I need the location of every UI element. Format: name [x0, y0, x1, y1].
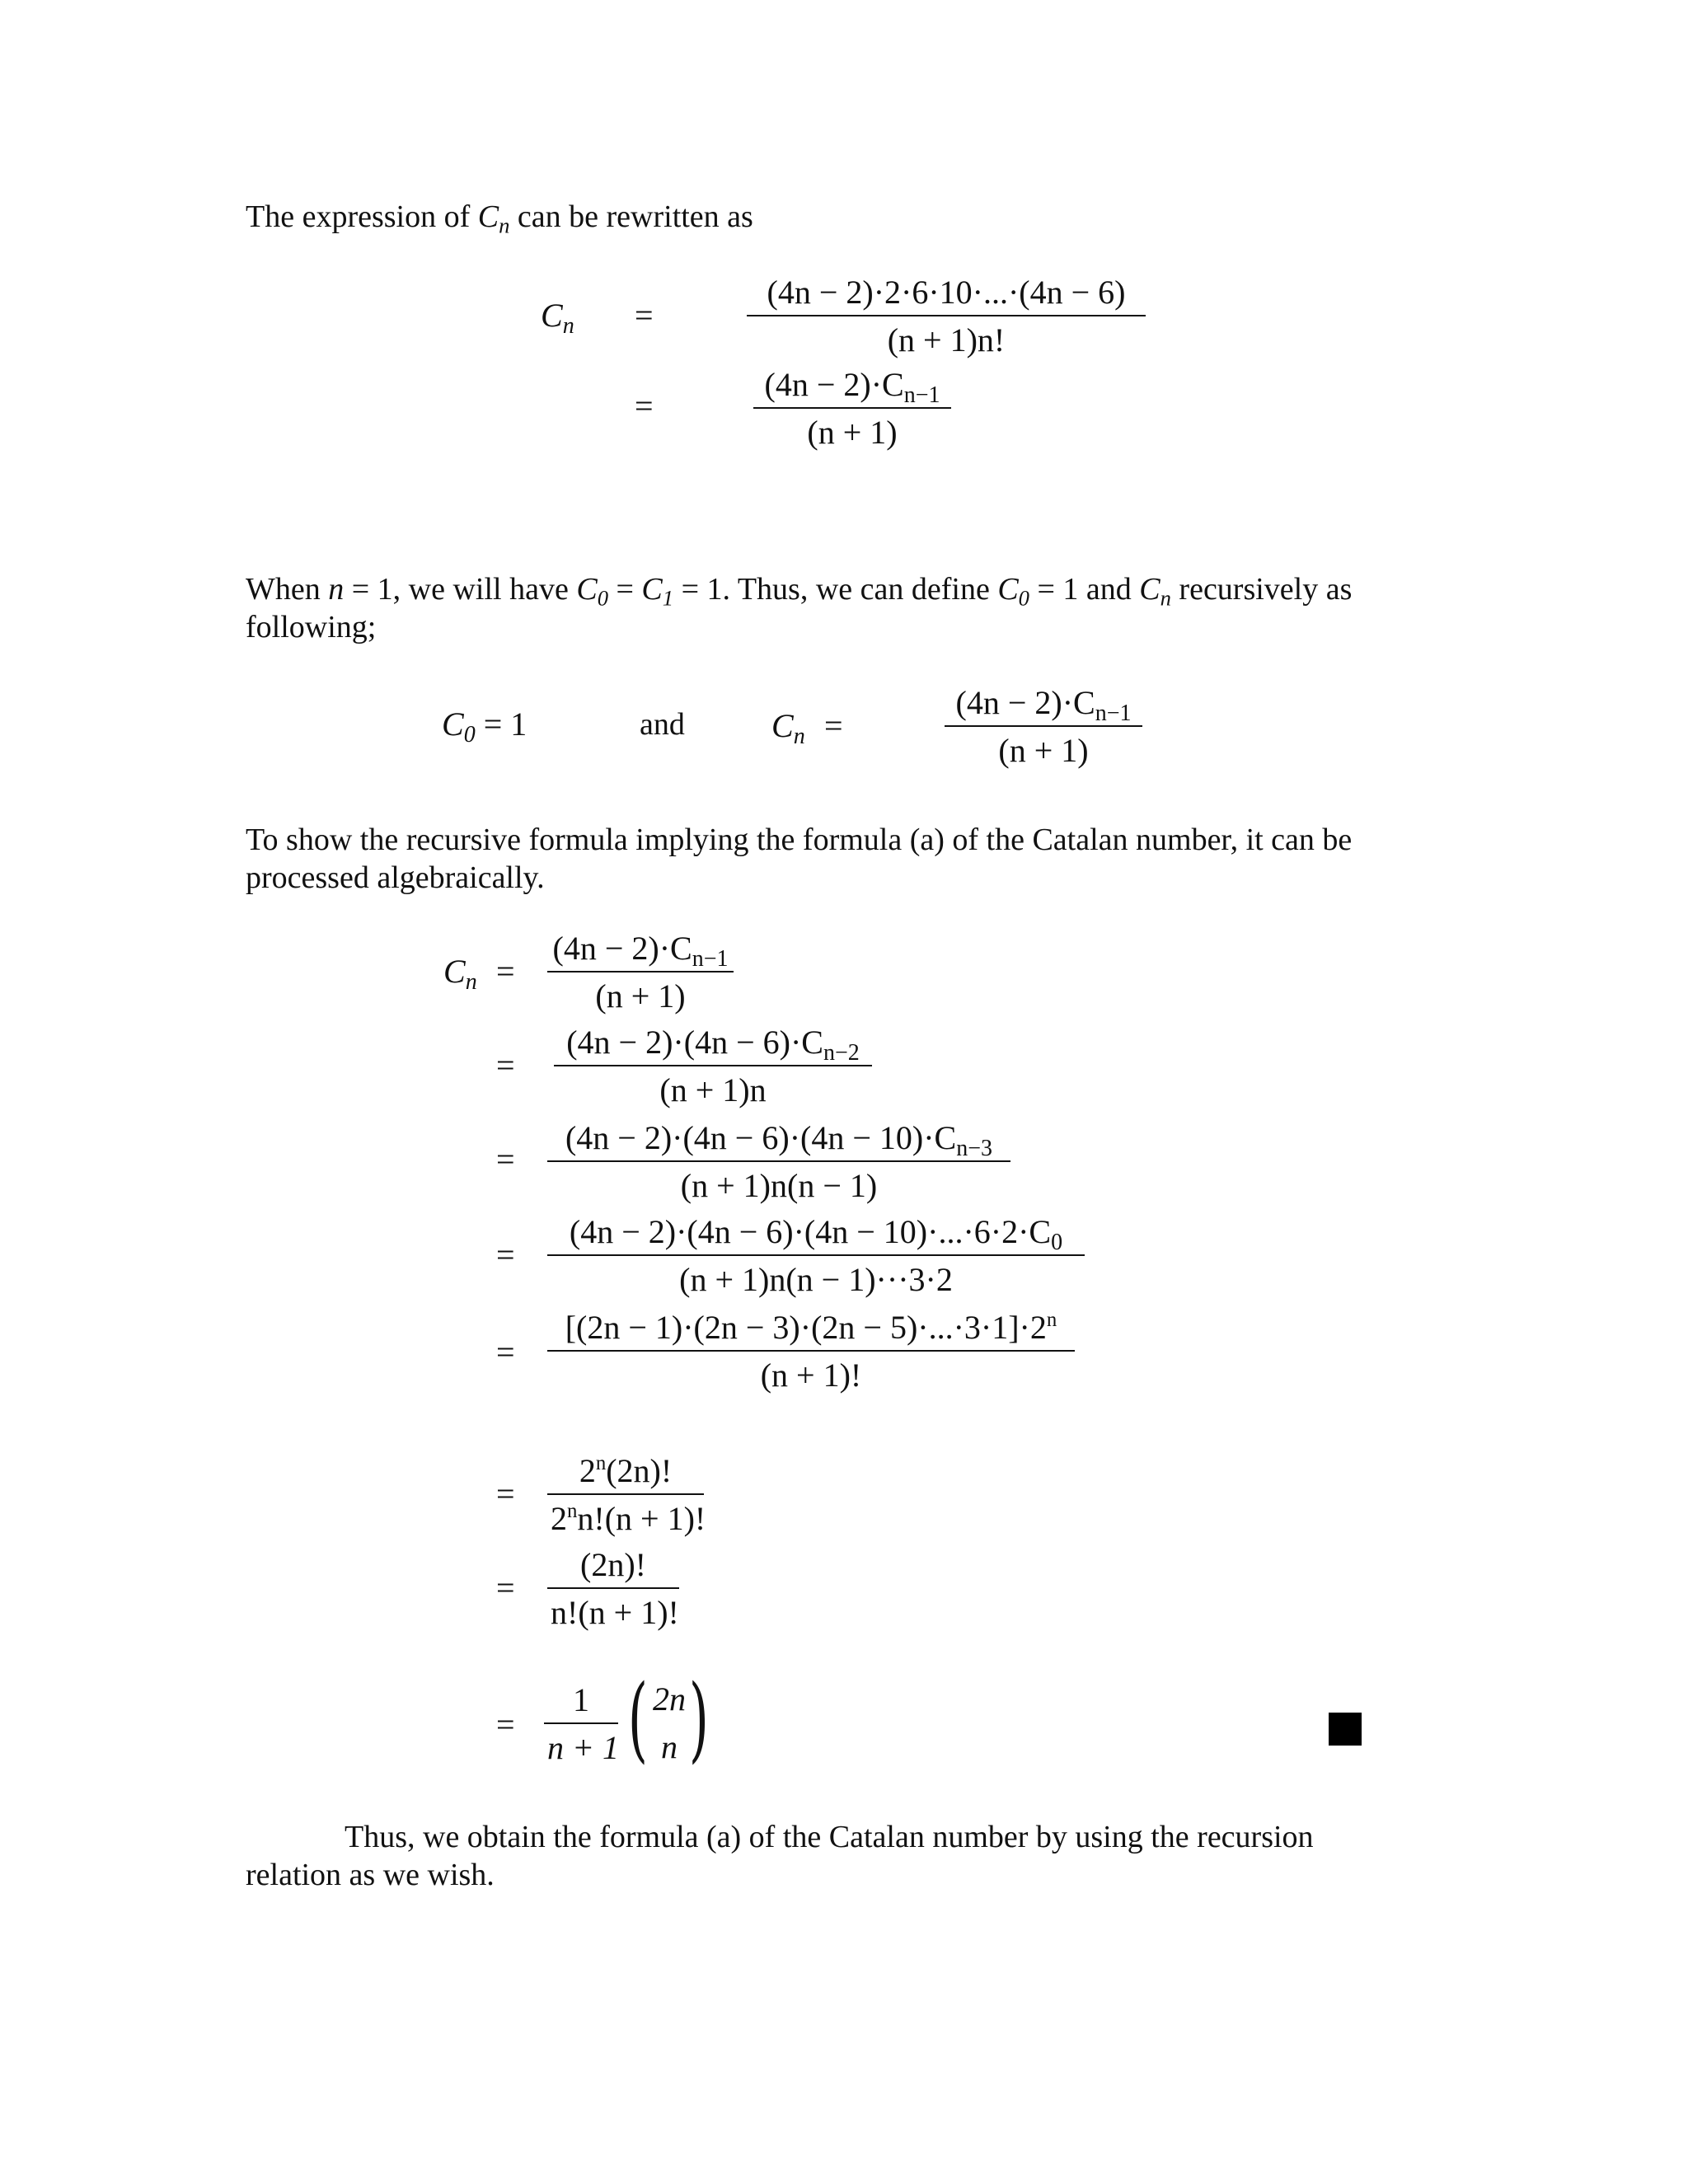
- derivation-paragraph: To show the recursive formula implying the formula (a) of the Catalan number, it can be processed algebraically.: [246, 823, 1353, 895]
- right-paren: ): [688, 1666, 709, 1773]
- fraction-denominator: (n + 1): [998, 732, 1089, 769]
- numerator-subscript: n−1: [1095, 700, 1132, 726]
- base-case: [442, 705, 528, 748]
- c-subscript: n: [793, 723, 805, 749]
- intro-paragraph: [246, 198, 1449, 236]
- numerator-text: (4n − 2)·C: [764, 366, 904, 403]
- fraction: [544, 1680, 618, 1769]
- numerator-subscript: 0: [1051, 1229, 1063, 1255]
- fraction-denominator: (n + 1): [807, 414, 898, 451]
- c-subscript: n: [1160, 585, 1171, 611]
- fraction: [945, 682, 1142, 771]
- recursive-lhs: [771, 707, 805, 749]
- qed-square-icon: [1329, 1713, 1362, 1746]
- fraction: [547, 1307, 1075, 1396]
- numerator-text: [(2n − 1)·(2n − 3)·(2n − 5)·...·3·1]·2: [565, 1309, 1047, 1346]
- fraction-denominator: (n + 1)n!: [887, 321, 1006, 359]
- fraction-numerator: (4n − 2)·2·6·10·...·(4n − 6): [747, 272, 1146, 316]
- numerator-text: 2: [579, 1452, 596, 1489]
- fraction: [547, 1118, 1010, 1207]
- equals-sign: =: [496, 1141, 515, 1178]
- equals-sign: =: [824, 707, 843, 744]
- numerator-text: (4n − 2)·C: [552, 930, 692, 967]
- binomial-bottom: n: [661, 1728, 678, 1765]
- fraction-numerator: [945, 682, 1142, 727]
- numerator-subscript: n−2: [823, 1039, 860, 1066]
- intro-text-post: can be rewritten as: [509, 199, 753, 234]
- numerator-subscript: n−1: [903, 382, 940, 408]
- fraction-numerator: [753, 364, 951, 409]
- c-symbol: C: [641, 572, 663, 607]
- fraction: [753, 364, 951, 453]
- fraction-numerator: 1: [544, 1680, 618, 1724]
- text: recursively as following;: [246, 572, 1353, 644]
- numerator-superscript: n: [595, 1452, 607, 1475]
- left-paren: (: [627, 1666, 648, 1773]
- equals-sign: =: [496, 1475, 515, 1512]
- fraction-numerator: [554, 1022, 872, 1066]
- c-symbol: C: [771, 707, 794, 744]
- numerator-superscript: n: [1046, 1309, 1057, 1332]
- denominator-text: 2: [551, 1500, 567, 1537]
- fraction-numerator: [547, 1118, 1010, 1162]
- lhs-subscript: n: [465, 968, 477, 995]
- fraction-numerator: [547, 1451, 704, 1495]
- fraction-denominator: n!(n + 1)!: [551, 1594, 679, 1631]
- conclusion-line-1: Thus, we obtain the formula (a) of the Catalan number by using the recursion: [345, 1820, 1314, 1854]
- lhs-symbol: C: [541, 297, 563, 334]
- fraction-denominator: (n + 1)n(n − 1): [680, 1167, 878, 1204]
- equals-sign: =: [496, 1569, 515, 1606]
- fraction-denominator: (n + 1): [595, 977, 686, 1015]
- numerator-text: (4n − 2)·(4n − 6)·(4n − 10)·...·6·2·C: [569, 1213, 1052, 1250]
- fraction: [554, 1022, 872, 1111]
- c-symbol: C: [576, 572, 598, 607]
- denominator-text: n!(n + 1)!: [577, 1500, 706, 1537]
- numerator-text: (2n)!: [606, 1452, 673, 1489]
- fraction-denominator: (n + 1)n(n − 1)···3·2: [679, 1261, 953, 1298]
- definition-paragraph: [246, 570, 1449, 646]
- fraction: [547, 1451, 704, 1540]
- text: = 1, we will have: [344, 572, 577, 607]
- c-symbol: C: [477, 199, 499, 234]
- equals-sign: =: [635, 297, 654, 334]
- lhs-symbol: C: [443, 953, 466, 990]
- equation-lhs: [541, 297, 574, 339]
- base-value: = 1: [475, 705, 528, 743]
- numerator-subscript: n−3: [956, 1135, 993, 1161]
- equals-sign: =: [496, 1236, 515, 1273]
- c-subscript: 0: [597, 585, 608, 611]
- equals-sign: =: [496, 1333, 515, 1371]
- fraction-numerator: [547, 1212, 1085, 1256]
- equals-sign: =: [496, 1047, 515, 1084]
- binomial-coefficient: [620, 1666, 710, 1773]
- text: = 1. Thus, we can define: [673, 572, 998, 607]
- lhs-subscript: n: [562, 312, 574, 339]
- and-word: and: [640, 707, 685, 742]
- denominator-superscript: n: [567, 1500, 578, 1523]
- fraction: [547, 928, 734, 1017]
- text: = 1 and: [1029, 572, 1140, 607]
- fraction-denominator: (n + 1)!: [760, 1357, 862, 1394]
- equals-sign: =: [496, 953, 515, 990]
- numerator-text: (4n − 2)·(4n − 6)·C: [566, 1024, 823, 1061]
- fraction-numerator: [547, 928, 734, 972]
- c-subscript: 0: [1018, 585, 1029, 611]
- numerator-text: (4n − 2)·(4n − 6)·(4n − 10)·C: [565, 1119, 957, 1156]
- numerator-text: (4n − 2)·C: [955, 684, 1095, 721]
- fraction: [547, 1544, 679, 1633]
- numerator-subscript: n−1: [692, 945, 729, 972]
- text: When: [246, 572, 329, 607]
- fraction-numerator: [547, 1307, 1075, 1352]
- binomial-top: 2n: [653, 1680, 686, 1718]
- fraction: [747, 272, 1146, 361]
- fraction-numerator: (2n)!: [547, 1544, 679, 1589]
- n-variable: n: [328, 572, 345, 607]
- fraction: [547, 1212, 1085, 1301]
- text: =: [607, 572, 642, 607]
- equals-sign: =: [496, 1706, 515, 1743]
- c-subscript: 1: [662, 585, 674, 611]
- c-subscript: 0: [463, 721, 476, 748]
- fraction-denominator: n + 1: [547, 1729, 619, 1766]
- fraction-denominator: (n + 1)n: [659, 1071, 767, 1108]
- equation-lhs: [443, 953, 477, 995]
- c-symbol: C: [1139, 572, 1160, 607]
- c-symbol: C: [997, 572, 1019, 607]
- fraction-denominator: [547, 1495, 704, 1540]
- c-symbol: C: [442, 705, 464, 743]
- intro-text-pre: The expression of: [246, 199, 478, 234]
- equals-sign: =: [635, 387, 654, 424]
- c-subscript: n: [499, 213, 510, 238]
- conclusion-line-2: relation as we wish.: [246, 1858, 495, 1892]
